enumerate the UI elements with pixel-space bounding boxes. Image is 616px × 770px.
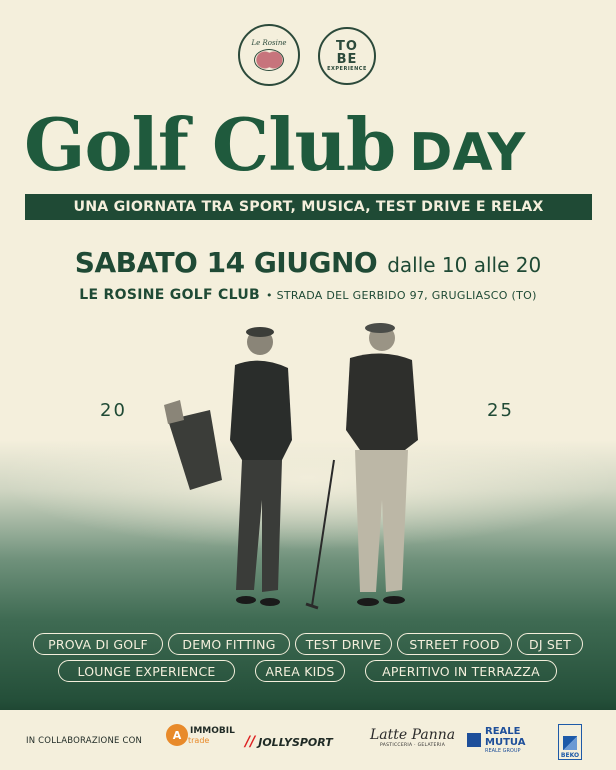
le-rosine-logo [238, 24, 300, 86]
immobil-text: IMMOBIL [190, 725, 235, 736]
activity-chip: APERITIVO IN TERRAZZA [365, 660, 557, 682]
immobil-sub-text: trade [188, 735, 210, 745]
venue-name: LE ROSINE GOLF CLUB [79, 287, 260, 303]
title-day: DAY [409, 123, 526, 183]
event-location [0, 287, 616, 307]
year-right: 25 [487, 400, 514, 421]
le-rosine-logo-text: Le Rosine [251, 39, 287, 47]
tobe-be-text: BE [336, 51, 358, 67]
event-day: SABATO 14 GIUGNO [74, 246, 378, 279]
latte-panna-logo [370, 727, 455, 748]
title-main: Golf Club [24, 102, 396, 187]
reale-mutua-logo [467, 726, 525, 754]
tobe-experience-text: EXPERIENCE [327, 65, 367, 72]
rose-icon [254, 49, 284, 71]
beko-logo [558, 724, 582, 760]
jollysport-logo [245, 734, 333, 750]
immobil-badge-icon: A [166, 724, 188, 746]
jollysport-mark-icon: // [245, 734, 256, 750]
activity-chip: DJ SET [517, 633, 583, 655]
activity-chip: DEMO FITTING [168, 633, 290, 655]
tobe-experience-logo [318, 27, 376, 85]
latte-panna-text: Latte Panna [370, 727, 456, 743]
reale-mark-icon [467, 733, 481, 747]
activity-chip: AREA KIDS [255, 660, 345, 682]
activity-chip: TEST DRIVE [295, 633, 392, 655]
golfer-right [306, 323, 418, 608]
immobil-trade-logo [166, 724, 235, 746]
latte-panna-sub-text: PASTICCERIA · GELATERIA [380, 743, 446, 748]
venue-address: • STRADA DEL GERBIDO 97, GRUGLIASCO (TO) [265, 289, 537, 302]
beko-text: BEKO [560, 752, 580, 759]
activity-chip: STREET FOOD [397, 633, 512, 655]
jollysport-text: JOLLYSPORT [258, 735, 333, 749]
year-left: 20 [100, 400, 127, 421]
event-date [0, 246, 616, 282]
subtitle-banner: UNA GIORNATA TRA SPORT, MUSICA, TEST DRIVE E RELAX [25, 194, 592, 220]
mutua-text: MUTUA [485, 737, 526, 748]
activity-chip: LOUNGE EXPERIENCE [58, 660, 235, 682]
reale-group-text: REALE GROUP [485, 748, 521, 754]
reale-text: REALE [485, 726, 521, 737]
activity-chip: PROVA DI GOLF [33, 633, 163, 655]
tobe-to-text: TO [336, 38, 358, 54]
golfers-photo [150, 320, 470, 620]
collab-label: IN COLLABORAZIONE CON [26, 736, 143, 746]
event-title [24, 100, 594, 192]
beko-mark-icon [563, 736, 577, 750]
golfer-left [164, 327, 292, 606]
event-hours: dalle 10 alle 20 [387, 253, 542, 277]
